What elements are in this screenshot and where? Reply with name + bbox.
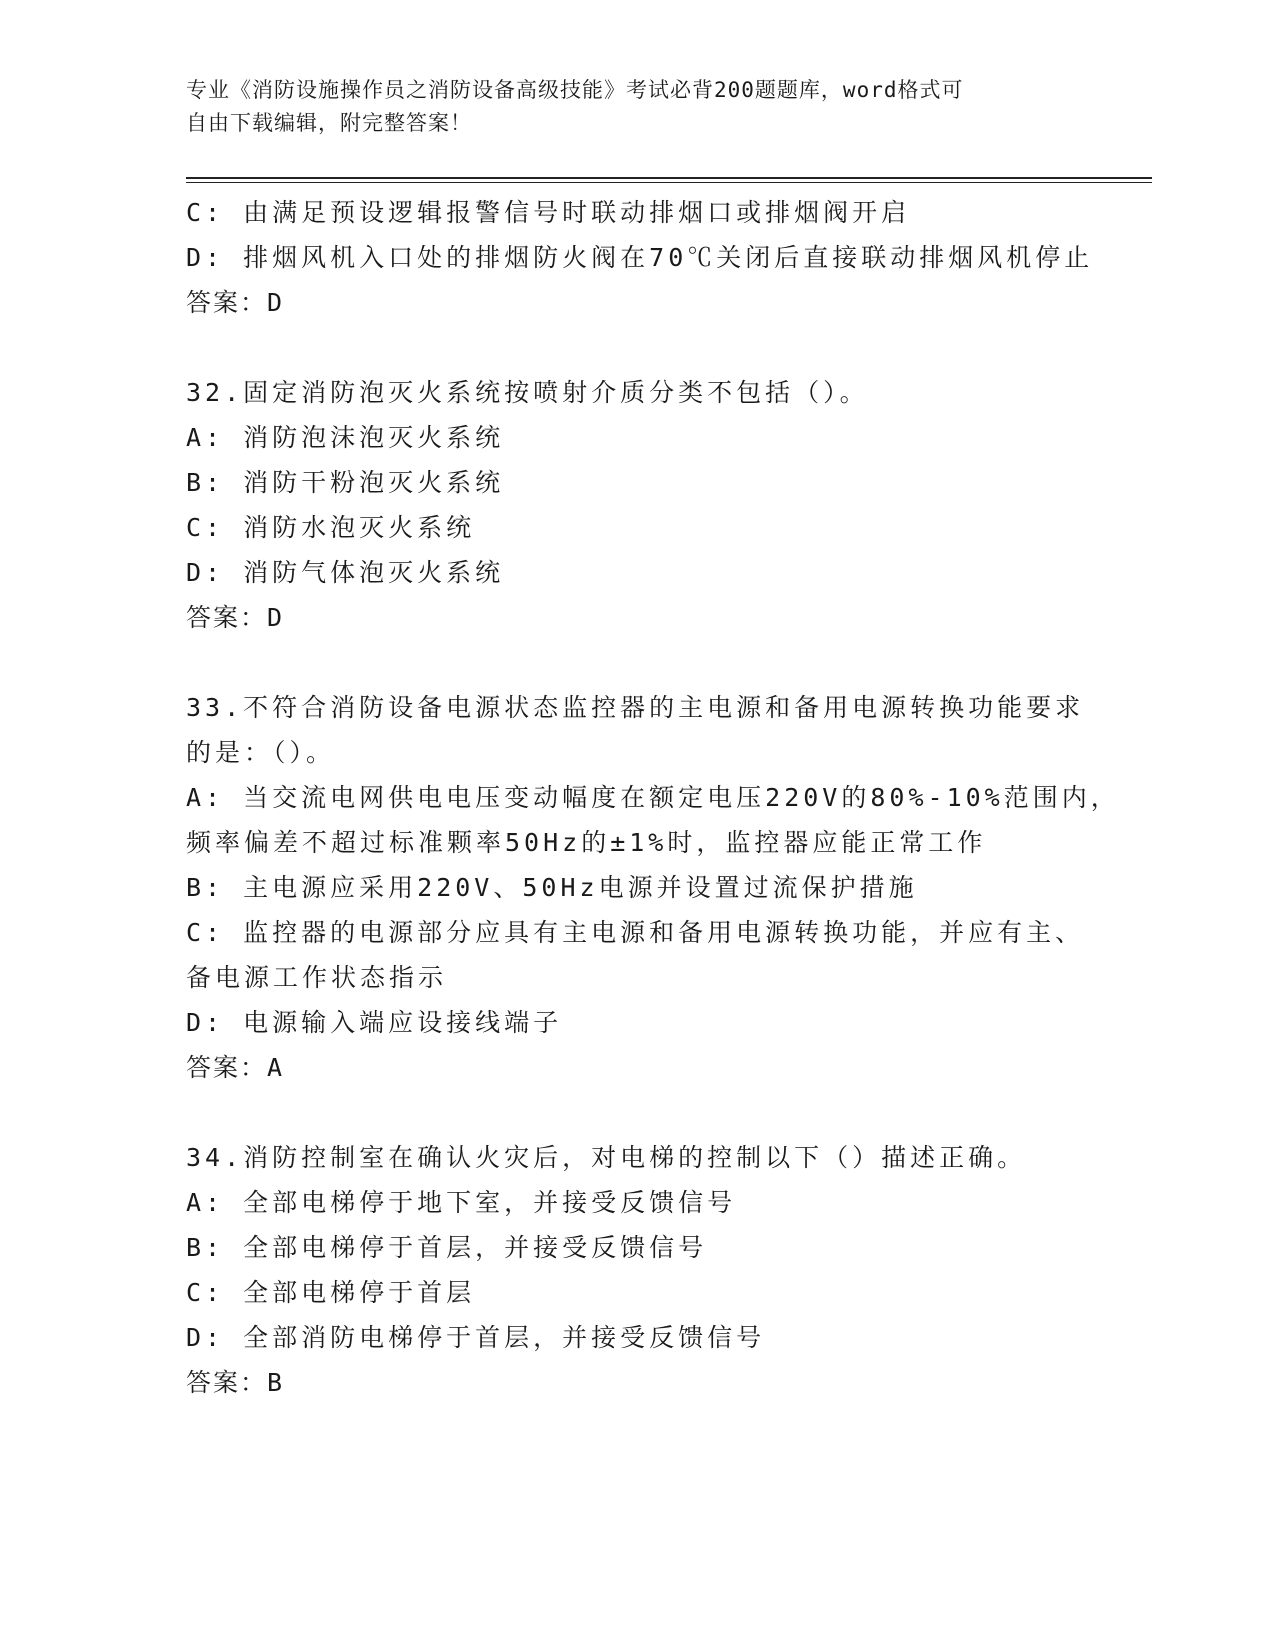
document-header xyxy=(186,74,1066,140)
q32-option-a: A: 消防泡沫泡灭火系统 xyxy=(186,423,505,452)
header-rule-thin xyxy=(186,182,1152,183)
q33-answer: 答案：A xyxy=(186,1053,285,1082)
q31-option-d: D: 排烟风机入口处的排烟防火阀在70℃关闭后直接联动排烟风机停止 xyxy=(186,243,1094,272)
block-spacer xyxy=(186,325,1086,370)
q33-option-c-line1: C: 监控器的电源部分应具有主电源和备用电源转换功能，并应有主、 xyxy=(186,918,1085,947)
question-block-33 xyxy=(186,685,1120,1090)
q32-option-d: D: 消防气体泡灭火系统 xyxy=(186,558,505,587)
q32-question: 32.固定消防泡灭火系统按喷射介质分类不包括（）。 xyxy=(186,378,869,407)
q33-question-line2: 的是：（）。 xyxy=(186,738,336,767)
q31-answer: 答案：D xyxy=(186,288,285,317)
q33-option-d: D: 电源输入端应设接线端子 xyxy=(186,1008,563,1037)
block-spacer xyxy=(186,640,1086,685)
q34-option-c: C: 全部电梯停于首层 xyxy=(186,1278,476,1307)
question-block-34 xyxy=(186,1135,1086,1405)
q34-answer: 答案：B xyxy=(186,1368,285,1397)
q34-option-a: A: 全部电梯停于地下室，并接受反馈信号 xyxy=(186,1188,737,1217)
question-content xyxy=(186,190,1120,1405)
q32-option-c: C: 消防水泡灭火系统 xyxy=(186,513,476,542)
q34-option-d: D: 全部消防电梯停于首层，并接受反馈信号 xyxy=(186,1323,766,1352)
header-rule-thick xyxy=(186,177,1152,179)
question-block-31 xyxy=(186,190,1094,325)
q33-question-line1: 33.不符合消防设备电源状态监控器的主电源和备用电源转换功能要求 xyxy=(186,693,1085,722)
q31-option-c: C: 由满足预设逻辑报警信号时联动排烟口或排烟阀开启 xyxy=(186,198,911,227)
q33-option-c-line2: 备电源工作状态指示 xyxy=(186,963,448,992)
q34-question: 34.消防控制室在确认火灾后，对电梯的控制以下（）描述正确。 xyxy=(186,1143,1027,1172)
q33-option-a-line1: A: 当交流电网供电电压变动幅度在额定电压220V的80%-10%范围内， xyxy=(186,783,1120,812)
q32-answer: 答案：D xyxy=(186,603,285,632)
question-block-32 xyxy=(186,370,1086,640)
header-title-line2: 自由下载编辑，附完整答案！ xyxy=(186,111,472,135)
q33-option-b: B: 主电源应采用220V、50Hz电源并设置过流保护措施 xyxy=(186,873,918,902)
q34-option-b: B: 全部电梯停于首层，并接受反馈信号 xyxy=(186,1233,708,1262)
block-spacer xyxy=(186,1090,1086,1135)
q33-option-a-line2: 频率偏差不超过标准颗率50Hz的±1%时，监控器应能正常工作 xyxy=(186,828,987,857)
q32-option-b: B: 消防干粉泡灭火系统 xyxy=(186,468,505,497)
header-title-line1: 专业《消防设施操作员之消防设备高级技能》考试必背200题题库，word格式可 xyxy=(186,78,964,102)
